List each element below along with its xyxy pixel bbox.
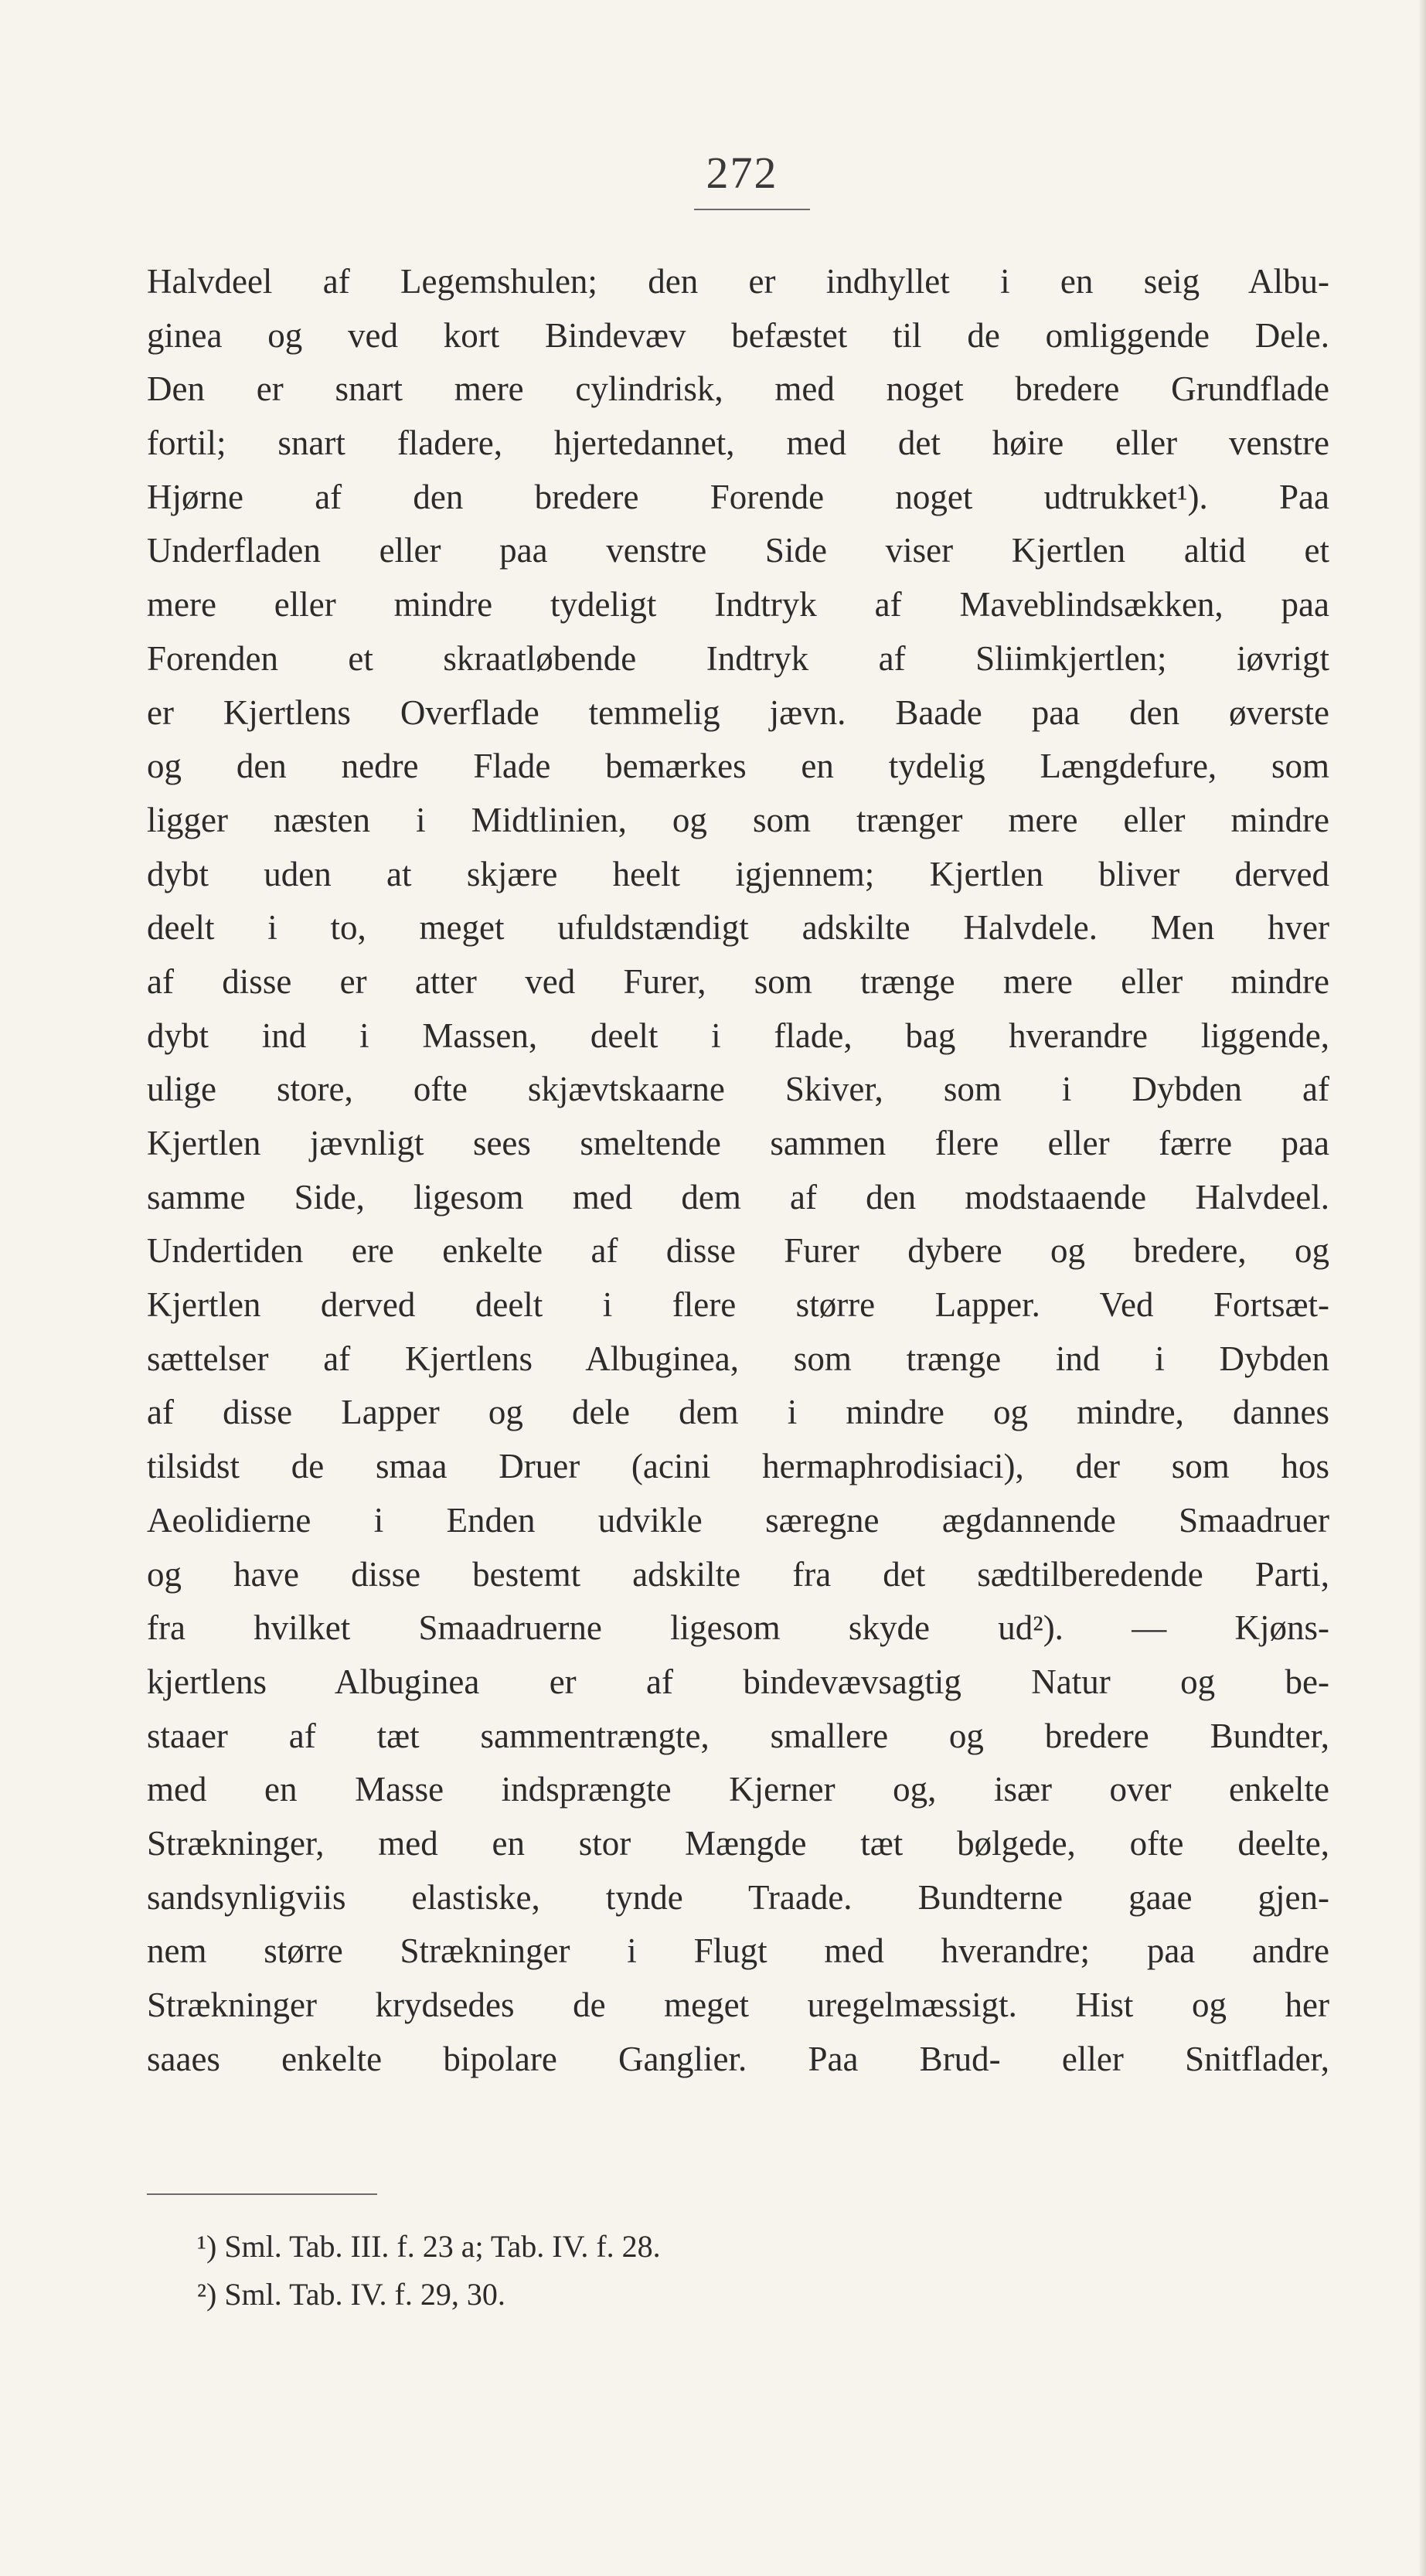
body-line: ginea og ved kort Bindevæv befæstet til de omliggende Dele. (147, 315, 1329, 355)
footnote: ²) Sml. Tab. IV. f. 29, 30. (197, 2277, 505, 2312)
body-text (147, 255, 1329, 2086)
page-number-rule (694, 209, 810, 210)
body-line: nem større Strækninger i Flugt med hverandre; paa andre (147, 1931, 1329, 1971)
body-line: fortil; snart fladere, hjertedannet, med det høire eller venstre (147, 424, 1329, 463)
body-line: staaer af tæt sammentrængte, smallere og bredere Bundter, (147, 1716, 1329, 1755)
body-line: er Kjertlens Overflade temmelig jævn. Baade paa den øverste (147, 692, 1329, 732)
page-edge (1418, 0, 1426, 2576)
body-line: og den nedre Flade bemærkes en tydelig Længdefure, som (147, 747, 1329, 786)
footnote-rule (147, 2193, 377, 2195)
body-line: Kjertlen jævnligt sees smeltende sammen flere eller færre paa (147, 1124, 1329, 1162)
body-line: Halvdeel af Legemshulen; den er indhyllet i en seig Albu- (147, 262, 1329, 301)
body-line: saaes enkelte bipolare Ganglier. Paa Brud- eller Snitflader, (147, 2039, 1329, 2078)
body-line: dybt ind i Massen, deelt i flade, bag hverandre liggende, (147, 1016, 1329, 1055)
body-line: af disse Lapper og dele dem i mindre og mindre, dannes (147, 1393, 1329, 1432)
body-line: Den er snart mere cylindrisk, med noget bredere Grundflade (147, 369, 1329, 409)
footnotes (197, 2223, 970, 2319)
body-line: Strækninger krydsedes de meget uregelmæssigt. Hist og her (147, 1986, 1329, 2024)
body-line: Forenden et skraatløbende Indtryk af Sliimkjertlen; iøvrigt (147, 638, 1329, 678)
body-line: af disse er atter ved Furer, som trænge mere eller mindre (147, 961, 1329, 1001)
body-line: fra hvilket Smaadruerne ligesom skyde ud²). — Kjøns- (147, 1608, 1329, 1648)
body-line: kjertlens Albuginea er af bindevævsagtig Natur og be- (147, 1662, 1329, 1701)
body-line: Strækninger, med en stor Mængde tæt bølgede, ofte deelte, (147, 1823, 1329, 1863)
page-number: 272 (706, 148, 778, 198)
body-line: tilsidst de smaa Druer (acini hermaphrodisiaci), der som hos (147, 1447, 1329, 1486)
body-line: mere eller mindre tydeligt Indtryk af Maveblindsækken, paa (147, 585, 1329, 624)
body-line: samme Side, ligesom med dem af den modstaaende Halvdeel. (147, 1177, 1329, 1217)
footnote: ¹) Sml. Tab. III. f. 23 a; Tab. IV. f. 28. (197, 2229, 661, 2264)
body-line: sættelser af Kjertlens Albuginea, som trænge ind i Dybden (147, 1339, 1329, 1378)
body-line: Undertiden ere enkelte af disse Furer dybere og bredere, og (147, 1231, 1329, 1271)
body-line: Hjørne af den bredere Forende noget udtrukket¹). Paa (147, 477, 1329, 516)
body-line: deelt i to, meget ufuldstændigt adskilte Halvdele. Men hver (147, 908, 1329, 948)
body-line: Underfladen eller paa venstre Side viser Kjertlen altid et (147, 531, 1329, 570)
body-line: dybt uden at skjære heelt igjennem; Kjertlen bliver derved (147, 854, 1329, 893)
body-line: ulige store, ofte skjævtskaarne Skiver, som i Dybden af (147, 1070, 1329, 1109)
body-line: ligger næsten i Midtlinien, og som trænger mere eller mindre (147, 800, 1329, 839)
body-line: Aeolidierne i Enden udvikle særegne ægdannende Smaadruer (147, 1500, 1329, 1540)
body-line: med en Masse indsprængte Kjerner og, især over enkelte (147, 1770, 1329, 1809)
body-line: Kjertlen derved deelt i flere større Lapper. Ved Fortsæt- (147, 1285, 1329, 1325)
body-line: sandsynligviis elastiske, tynde Traade. Bundterne gaae gjen- (147, 1877, 1329, 1917)
body-line: og have disse bestemt adskilte fra det sædtilberedende Parti, (147, 1554, 1329, 1594)
